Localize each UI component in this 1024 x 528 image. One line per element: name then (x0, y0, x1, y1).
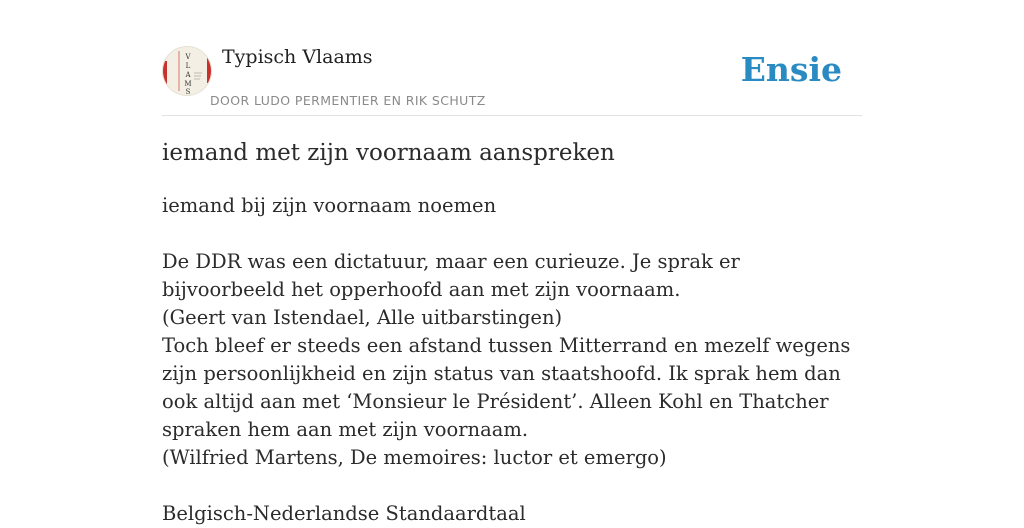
book-cover-image (163, 47, 211, 95)
book-cover-avatar[interactable] (162, 46, 212, 96)
example-quote: De DDR was een dictatuur, maar een curieuze. Je sprak er bijvoorbeeld het opperhoofd aan met zijn voornaam. (162, 250, 740, 301)
svg-text:A: A (185, 71, 191, 79)
example-source: (Geert van Istendael, Alle uitbarstingen) (162, 306, 563, 329)
svg-text:M: M (184, 80, 192, 88)
book-title[interactable]: Typisch Vlaams (222, 46, 373, 68)
entry-lemma: iemand met zijn voornaam aanspreken (162, 140, 615, 166)
paragraph-gap (162, 220, 862, 248)
entry-definition: iemand bij zijn voornaam noemen (162, 194, 497, 217)
svg-text:S: S (185, 88, 191, 95)
brand-logo[interactable]: Ensie (740, 50, 842, 89)
book-authors: DOOR LUDO PERMENTIER EN RIK SCHUTZ (210, 93, 486, 108)
entry-footer-label: Belgisch-Nederlandse Standaardtaal (162, 502, 526, 525)
paragraph-gap (162, 472, 862, 500)
svg-text:L: L (185, 62, 191, 70)
example-quote: Toch bleef er steeds een afstand tussen Mitterrand en mezelf wegens zijn persoonlijkheid en zijn status van staatshoofd. Ik sprak hem dan ook altijd aan met ‘Monsieur le Président’. Alleen Kohl en Thatcher spraken hem aan met zijn voornaam. (162, 334, 851, 441)
svg-text:V: V (185, 53, 191, 61)
entry-content (162, 192, 862, 528)
header-divider (162, 115, 862, 116)
example-source: (Wilfried Martens, De memoires: luctor et emergo) (162, 446, 667, 469)
